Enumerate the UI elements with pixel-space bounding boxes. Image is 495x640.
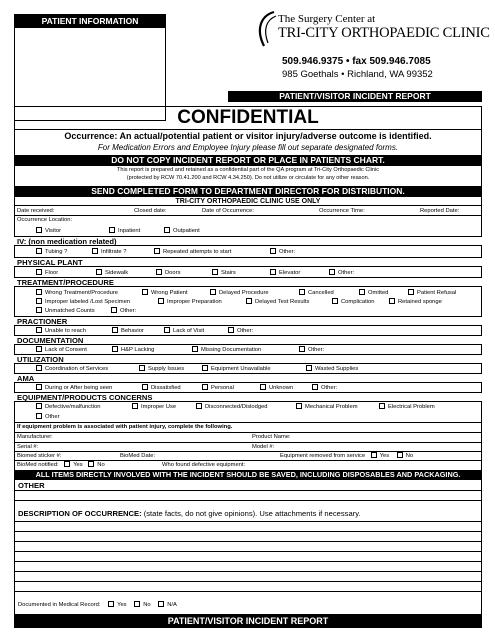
- treatment-improper-preparation[interactable]: Improper Preparation: [158, 298, 222, 305]
- plant-elevator[interactable]: Elevator: [270, 269, 300, 276]
- checkbox-icon[interactable]: [36, 384, 42, 390]
- section-ama: AMA: [14, 373, 482, 383]
- equipment-defective[interactable]: Defective/malfunction: [36, 403, 100, 410]
- checkbox-icon[interactable]: [296, 403, 302, 409]
- checkbox-icon[interactable]: [36, 307, 42, 313]
- plant-stairs[interactable]: Stairs: [212, 269, 236, 276]
- checkbox-icon[interactable]: [329, 269, 335, 275]
- section-iv: IV: (non medication related): [14, 236, 482, 246]
- ama-options: [14, 383, 482, 392]
- checkbox-icon[interactable]: [158, 601, 164, 607]
- logo-line-2: TRI-CITY ORTHOPAEDIC CLINIC: [278, 25, 490, 41]
- treatment-omitted[interactable]: Omitted: [359, 289, 388, 296]
- med-errors-note: For Medication Errors and Employee Injury please fill out separate designated forms.: [97, 143, 399, 152]
- checkbox-icon[interactable]: [379, 403, 385, 409]
- product-name-field[interactable]: Product Name:: [252, 434, 291, 440]
- checkbox-icon[interactable]: [202, 384, 208, 390]
- utilization-coordination[interactable]: Coordination of Services: [36, 365, 108, 372]
- equipment-disconnected[interactable]: Disconnected/Dislodged: [196, 403, 268, 410]
- checkbox-icon[interactable]: [36, 413, 42, 419]
- description-label: DESCRIPTION OF OCCURRENCE: (state facts, do not give opinions). Use attachments if necessary.: [18, 509, 361, 518]
- practioner-behavior[interactable]: Behavior: [112, 327, 144, 334]
- removed-yes[interactable]: Yes: [371, 453, 389, 459]
- clinic-use-only-heading: TRI-CITY ORTHOPAEDIC CLINIC USE ONLY: [14, 197, 482, 206]
- plant-doors[interactable]: Doors: [156, 269, 180, 276]
- treatment-delayed-test-results[interactable]: Delayed Test Results: [246, 298, 309, 305]
- description-line[interactable]: [14, 591, 482, 592]
- checkbox-icon[interactable]: [112, 346, 118, 352]
- clinic-logo: [254, 10, 490, 50]
- treatment-wrong-procedure[interactable]: Wrong Treatment/Procedure: [36, 289, 118, 296]
- checkbox-icon[interactable]: [142, 384, 148, 390]
- description-line[interactable]: [14, 581, 482, 582]
- closed-date-field[interactable]: Closed date:: [134, 208, 167, 214]
- prepared-note-2: (protected by RCW 70.41.200 and RCW 4.34.250). Do not utilize or circulate for any other reason.: [126, 175, 370, 181]
- documentation-hp-lacking[interactable]: H&P Lacking: [112, 346, 154, 353]
- biomed-notified-field: BioMed notified: Yes No: [17, 462, 105, 468]
- checkbox-icon[interactable]: [139, 365, 145, 371]
- checkbox-icon[interactable]: [246, 298, 252, 304]
- checkbox-icon[interactable]: [134, 601, 140, 607]
- date-received-field[interactable]: Date received:: [17, 208, 55, 214]
- divider: [14, 432, 482, 433]
- practioner-options: [14, 326, 482, 335]
- checkbox-icon[interactable]: [408, 289, 414, 295]
- documentation-options: [14, 345, 482, 354]
- clinic-logo-icon: [254, 10, 278, 48]
- documentation-other[interactable]: Other:: [299, 346, 324, 353]
- checkbox-icon[interactable]: [332, 298, 338, 304]
- ama-dissatisfied[interactable]: Dissatisfied: [142, 384, 181, 391]
- checkbox-icon[interactable]: [36, 365, 42, 371]
- biomed-sticker-field[interactable]: Biomed sticker #:: [17, 453, 62, 459]
- checkbox-icon[interactable]: [36, 227, 42, 233]
- checkbox-icon[interactable]: [88, 461, 94, 467]
- checkbox-icon[interactable]: [36, 248, 42, 254]
- description-line[interactable]: [14, 561, 482, 562]
- utilization-supply-issues[interactable]: Supply Issues: [139, 365, 184, 372]
- divider: [14, 500, 482, 501]
- ama-during-after[interactable]: During or After being seen: [36, 384, 112, 391]
- description-line[interactable]: [14, 571, 482, 572]
- occurrence-definition: Occurrence: An actual/potential patient or visitor injury/adverse outcome is identified.: [64, 131, 432, 141]
- contact-block: [282, 56, 482, 80]
- checkbox-icon[interactable]: [64, 461, 70, 467]
- location-outpatient[interactable]: Outpatient: [164, 227, 200, 234]
- equipment-improper-use[interactable]: Improper Use: [132, 403, 176, 410]
- checkbox-icon[interactable]: [270, 269, 276, 275]
- iv-infiltrate[interactable]: Infiltrate ?: [92, 248, 126, 255]
- iv-other[interactable]: Other:: [270, 248, 295, 255]
- who-found-field[interactable]: Who found defective equipment:: [162, 462, 246, 468]
- ama-unknown[interactable]: Unknown: [260, 384, 293, 391]
- checkbox-icon[interactable]: [112, 327, 118, 333]
- patient-information-box[interactable]: [14, 14, 166, 121]
- section-treatment: TREATMENT/PROCEDURE: [14, 277, 482, 287]
- ama-personal[interactable]: Personal: [202, 384, 234, 391]
- section-equipment: EQUIPMENT/PRODUCTS CONCERNS: [14, 392, 482, 402]
- plant-other[interactable]: Other:: [329, 269, 354, 276]
- practioner-unable-to-reach[interactable]: Unable to reach: [36, 327, 86, 334]
- treatment-unmatched-counts[interactable]: Unmatched Counts: [36, 307, 95, 314]
- serial-field[interactable]: Serial #:: [17, 444, 39, 450]
- do-not-copy-banner: DO NOT COPY INCIDENT REPORT OR PLACE IN PATIENTS CHART.: [14, 155, 482, 166]
- location-block: [14, 216, 482, 236]
- divider: [14, 442, 482, 443]
- checkbox-icon[interactable]: [371, 452, 377, 458]
- checkbox-icon[interactable]: [164, 327, 170, 333]
- checkbox-icon[interactable]: [36, 289, 42, 295]
- iv-options: [14, 247, 482, 256]
- documentation-lack-of-consent[interactable]: Lack of Consent: [36, 346, 87, 353]
- confidential-heading: CONFIDENTIAL: [14, 106, 482, 130]
- checkbox-icon[interactable]: [36, 298, 42, 304]
- checkbox-icon[interactable]: [192, 346, 198, 352]
- utilization-options: [14, 364, 482, 373]
- notified-yes[interactable]: Yes: [64, 462, 82, 468]
- other-line[interactable]: [14, 490, 482, 491]
- practioner-other[interactable]: Other:: [228, 327, 253, 334]
- utilization-wasted-supplies[interactable]: Wasted Supplies: [306, 365, 358, 372]
- treatment-lost-specimen[interactable]: Improper labeled /Lost Specimen: [36, 298, 130, 305]
- description-line[interactable]: [14, 531, 482, 532]
- utilization-equipment-unavailable[interactable]: Equipment Unavailable: [202, 365, 271, 372]
- checkbox-icon[interactable]: [299, 346, 305, 352]
- send-form-banner: SEND COMPLETED FORM TO DEPARTMENT DIRECTOR FOR DISTRIBUTION.: [14, 186, 482, 197]
- practioner-lack-of-visit[interactable]: Lack of Visit: [164, 327, 204, 334]
- location-visitor[interactable]: Visitor: [36, 227, 61, 234]
- prepared-note-1: This report is prepared and retained as a confidential part of the QA program at Tri-City Orthopaedic Clinic: [116, 167, 380, 173]
- section-practioner: PRACTIONER: [14, 316, 482, 326]
- checkbox-icon[interactable]: [397, 452, 403, 458]
- checkbox-icon[interactable]: [299, 289, 305, 295]
- dates-row: [14, 207, 482, 216]
- checkbox-icon[interactable]: [36, 403, 42, 409]
- plant-floor[interactable]: Floor: [36, 269, 58, 276]
- section-utilization: UTILIZATION: [14, 354, 482, 364]
- checkbox-icon[interactable]: [156, 269, 162, 275]
- model-field[interactable]: Model #:: [252, 444, 275, 450]
- checkbox-icon[interactable]: [270, 248, 276, 254]
- equipment-injury-note: If equipment problem is associated with patient injury, complete the following.: [17, 424, 233, 430]
- section-documentation: DOCUMENTATION: [14, 335, 482, 345]
- checkbox-icon[interactable]: [389, 298, 395, 304]
- treatment-retained-sponge[interactable]: Retained sponge: [389, 298, 442, 305]
- checkbox-icon[interactable]: [260, 384, 266, 390]
- equipment-removed-field: Equipment removed from service Yes No: [280, 453, 414, 459]
- equipment-options: [14, 402, 482, 422]
- clinic-use-only: [14, 197, 482, 206]
- checkbox-icon[interactable]: [202, 365, 208, 371]
- treatment-delayed-procedure[interactable]: Delayed Procedure: [210, 289, 269, 296]
- logo-line-1: The Surgery Center at: [278, 13, 376, 25]
- description-line[interactable]: [14, 551, 482, 552]
- checkbox-icon[interactable]: [164, 227, 170, 233]
- description-line[interactable]: [14, 541, 482, 542]
- treatment-complication[interactable]: Complication: [332, 298, 375, 305]
- report-title-top: PATIENT/VISITOR INCIDENT REPORT: [228, 91, 482, 102]
- checkbox-icon[interactable]: [36, 269, 42, 275]
- iv-repeated-attempts[interactable]: Repeated attempts to start: [154, 248, 231, 255]
- other-label: OTHER: [18, 481, 45, 490]
- checkbox-icon[interactable]: [158, 298, 164, 304]
- checkbox-icon[interactable]: [92, 248, 98, 254]
- treatment-wrong-patient[interactable]: Wrong Patient: [142, 289, 188, 296]
- checkbox-icon[interactable]: [312, 384, 318, 390]
- checkbox-icon[interactable]: [228, 327, 234, 333]
- checkbox-icon[interactable]: [212, 269, 218, 275]
- equipment-other[interactable]: Other: [36, 413, 60, 420]
- treatment-patient-refusal[interactable]: Patient Refusal: [408, 289, 456, 296]
- checkbox-icon[interactable]: [154, 248, 160, 254]
- date-of-occurrence-field[interactable]: Date of Occurrence:: [202, 208, 254, 214]
- documented-yes[interactable]: Yes: [108, 602, 126, 608]
- description-line[interactable]: [14, 521, 482, 522]
- treatment-other[interactable]: Other:: [111, 307, 136, 314]
- reported-date-field[interactable]: Reported Date:: [420, 208, 460, 214]
- checkbox-icon[interactable]: [210, 289, 216, 295]
- checkbox-icon[interactable]: [36, 346, 42, 352]
- checkbox-icon[interactable]: [108, 601, 114, 607]
- documented-no[interactable]: No: [134, 602, 150, 608]
- checkbox-icon[interactable]: [96, 269, 102, 275]
- iv-tubing[interactable]: Tubing ?: [36, 248, 67, 255]
- documentation-missing[interactable]: Missing Documentation: [192, 346, 261, 353]
- checkbox-icon[interactable]: [196, 403, 202, 409]
- address: 985 Goethals • Richland, WA 99352: [282, 69, 433, 80]
- treatment-cancelled[interactable]: Cancelled: [299, 289, 334, 296]
- checkbox-icon[interactable]: [306, 365, 312, 371]
- save-items-banner: ALL ITEMS DIRECTLY INVOLVED WITH THE INCIDENT SHOULD BE SAVED, INCLUDING DISPOSABLES AND PACKAGING.: [14, 470, 482, 480]
- plant-sidewalk[interactable]: Sidewalk: [96, 269, 128, 276]
- checkbox-icon[interactable]: [111, 307, 117, 313]
- phone-fax: 509.946.9375 • fax 509.946.7085: [282, 56, 431, 67]
- report-title-bottom: PATIENT/VISITOR INCIDENT REPORT: [14, 614, 482, 628]
- checkbox-icon[interactable]: [142, 289, 148, 295]
- equipment-mechanical[interactable]: Mechanical Problem: [296, 403, 358, 410]
- documented-in-record: Documented in Medical Record: Yes No N/A: [18, 602, 177, 608]
- manufacturer-field[interactable]: Manufacturer:: [17, 434, 53, 440]
- plant-options: [14, 268, 482, 277]
- location-inpatient[interactable]: Inpatient: [109, 227, 140, 234]
- ama-other[interactable]: Other:: [312, 384, 337, 391]
- notified-no[interactable]: No: [88, 462, 104, 468]
- occurrence-location-label: Occurrence Location:: [17, 217, 73, 223]
- removed-no[interactable]: No: [397, 453, 413, 459]
- treatment-options: [14, 288, 482, 316]
- documented-na[interactable]: N/A: [158, 602, 177, 608]
- patient-information-header: PATIENT INFORMATION: [15, 15, 165, 28]
- biomed-date-field[interactable]: BioMed Date:: [120, 453, 156, 459]
- checkbox-icon[interactable]: [132, 403, 138, 409]
- equipment-electrical[interactable]: Electrical Problem: [379, 403, 435, 410]
- checkbox-icon[interactable]: [36, 327, 42, 333]
- checkbox-icon[interactable]: [359, 289, 365, 295]
- divider: [14, 422, 482, 423]
- checkbox-icon[interactable]: [109, 227, 115, 233]
- section-physical-plant: PHYSICAL PLANT: [14, 257, 482, 267]
- occurrence-time-field[interactable]: Occurrence Time:: [319, 208, 365, 214]
